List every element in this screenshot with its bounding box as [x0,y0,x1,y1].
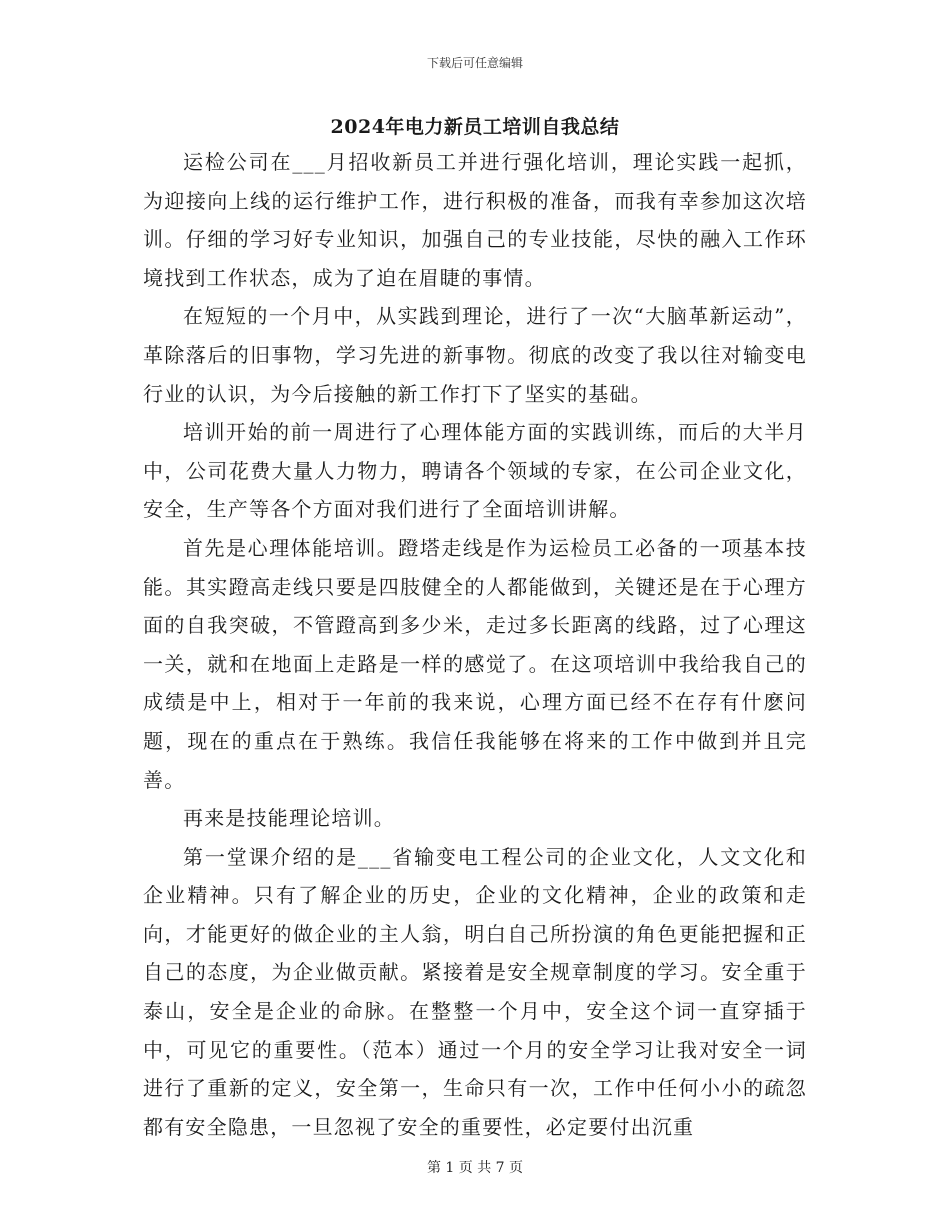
paragraph-6: 第一堂课介绍的是___省输变电工程公司的企业文化，人文文化和企业精神。只有了解企业的历史，企业的文化精神，企业的政策和走向，才能更好的做企业的主人翁，明白自己所扮演的角色更能把握和正自己的态度，为企业做贡献。紧接着是安全规章制度的学习。安全重于泰山，安全是企业的命脉。在整整一个月中，安全这个词一直穿插于中，可见它的重要性。（范本）通过一个月的安全学习让我对安全一词进行了重新的定义，安全第一，生命只有一次，工作中任何小小的疏忽都有安全隐患，一旦忽视了安全的重要性，必定要付出沉重 [143,844,807,1139]
header-note: 下载后可任意编辑 [426,56,523,70]
paragraph-3: 培训开始的前一周进行了心理体能方面的实践训练，而后的大半月中，公司花费大量人力物力，聘请各个领域的专家，在公司企业文化，安全，生产等各个方面对我们进行了全面培训讲解。 [143,420,807,522]
document-title: 2024年电力新员工培训自我总结 [330,116,620,138]
paragraph-4: 首先是心理体能培训。蹬塔走线是作为运检员工必备的一项基本技能。其实蹬高走线只要是四肢健全的人都能做到，关键还是在于心理方面的自我突破，不管蹬高到多少米，走过多长距离的线路，过了心理这一关，就和在地面上走路是一样的感觉了。在这项培训中我给我自己的成绩是中上，相对于一年前的我来说，心理方面已经不在存有什麽问题，现在的重点在于熟练。我信任我能够在将来的工作中做到并且完善。 [143,535,807,792]
document-body [143,143,807,1146]
paragraph-5: 再来是技能理论培训。 [183,806,395,831]
paragraph-2: 在短短的一个月中，从实践到理论，进行了一次“大脑革新运动”，革除落后的旧事物，学习先进的新事物。彻底的改变了我以往对输变电行业的认识，为今后接触的新工作打下了坚实的基础。 [143,304,807,406]
page-number-footer: 第 1 页 共 7 页 [426,1160,524,1176]
paragraph-1: 运检公司在___月招收新员工并进行强化培训，理论实践一起抓，为迎接向上线的运行维护工作，进行积极的准备，而我有幸参加这次培训。仔细的学习好专业知识，加强自己的专业技能，尽快的融入工作环境找到工作状态，成为了迫在眉睫的事情。 [143,150,807,290]
